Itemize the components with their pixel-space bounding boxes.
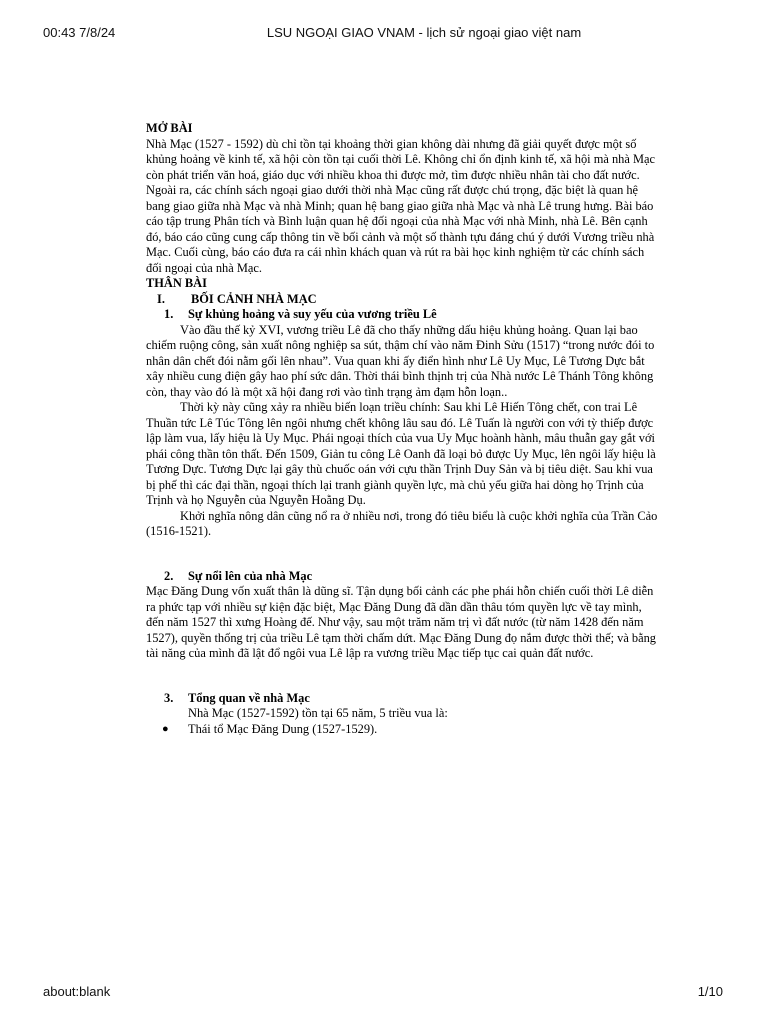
subsection-1-number: 1. — [164, 307, 174, 321]
subsection-1-heading — [146, 307, 658, 323]
subsection-3-intro: Nhà Mạc (1527-1592) tồn tại 65 năm, 5 triều vua là: — [188, 706, 448, 720]
section-1-heading — [146, 292, 658, 308]
print-footer — [0, 984, 768, 1002]
subsection-3-title: Tổng quan về nhà Mạc — [188, 690, 310, 705]
subsection-1-paragraph: Vào đầu thế kỷ XVI, vương triều Lê đã cho thấy những dấu hiệu khủng hoảng. Quan lại bao chiếm ruộng công, sản xuất nông nghiệp sa sút, thậm chí vào năm Đinh Sửu (1517) “trong nước đói to nhân dân chết đói nằm gối lên nhau”. Vua quan khi ấy điển hình như Lê Uy Mục, Lê Tương Dực bắt xây nhiều cung điện gây hao phí sức dân. Thời thái bình thịnh trị của Nhà nước Lê Thánh Tông không còn, thay vào đó là một xã hội đang rơi vào tình trạng ảm đạm hỗn loạn.. — [146, 322, 655, 399]
document-body — [146, 121, 658, 737]
page-number: 1/10 — [697, 984, 723, 999]
print-header — [0, 25, 768, 43]
heading-mo-bai: MỞ BÀI — [146, 121, 193, 135]
subsection-1-paragraph: Thời kỳ này cũng xảy ra nhiều biến loạn triều chính: Sau khi Lê Hiến Tông chết, con trai Lê Thuần tức Lê Túc Tông lên ngôi nhưng chết không lâu sau đó. Lê Tuấn là người con với tỳ thiếp được lập làm vua, lấy hiệu là Uy Mục. Phái ngoại thích của vua Uy Mục hoành hành, mâu thuẫn gay gắt với phái công thần tôn thất. Đến 1509, Giản tu công Lê Oanh đã loại bỏ được Uy Mục, lên ngôi lấy hiệu là Tương Dực. Tương Dực lại gây thù chuốc oán với cựu thần Trịnh Duy Sản và bị tiêu diệt. Sau khi vua bị phế thì các đại thần, ngoại thích lại tranh giành quyền lực, mà chủ yếu giữa hai dòng họ Trịnh của Trịnh và họ Nguyễn của Nguyễn Hoằng Dụ. — [146, 400, 656, 507]
subsection-3-number: 3. — [164, 690, 174, 705]
section-1-number: I. — [157, 291, 165, 306]
subsection-3-heading — [146, 691, 658, 707]
mo-bai-paragraph: Nhà Mạc (1527 - 1592) dù chỉ tồn tại khoảng thời gian không dài nhưng đã giải quyết được một số khủng hoảng về kinh tế, xã hội còn tồn tại cuối thời Lê. Không chỉ ổn định kinh tế, xã hội mà nhà Mạc còn phát triển văn hoá, giáo dục với nhiều khoa thi được mở, tìm được nhiều nhân tài cho đất nước. Ngoài ra, các chính sách ngoại giao dưới thời nhà Mạc cũng rất được chú trọng, đặc biệt là quan hệ bang giao giữa nhà Mạc và nhà Minh; quan hệ bang giao giữa nhà Mạc và nhà Lê trung hưng. Bài báo cáo tập trung Phân tích và Bình luận quan hệ đối ngoại của nhà Mạc với nhà Minh, nhà Lê. Bên cạnh đó, báo cáo cũng cung cấp thông tin về bối cảnh và một số thành tựu đáng chú ý dưới Vương triều nhà Mạc. Cuối cùng, báo cáo đưa ra cái nhìn khách quan và rút ra bài học kinh nghiệm từ các chính sách đối ngoại của nhà Mạc. — [146, 136, 655, 275]
document-title: LSU NGOẠI GIAO VNAM - lịch sử ngoại giao việt nam — [266, 25, 582, 40]
subsection-2-number: 2. — [164, 568, 174, 583]
subsection-2-paragraph: Mạc Đăng Dung vốn xuất thân là dũng sĩ. Tận dụng bối cảnh các phe phái hỗn chiến cuối thời Lê diễn ra phức tạp với nhiều sự kiện đặc biệt, Mạc Đăng Dung đã dần dần thâu tóm quyền lực về tay mình, đến năm 1527 thì xưng Hoàng đế. Như vậy, sau một trăm năm trị vì đất nước (từ năm 1428 đến năm 1527), quyền thống trị của triều Lê tạm thời chấm dứt. Mạc Đăng Dung đọ nắm được thời thế; và bằng tài năng của mình đã lật đổ ngôi vua Lê lập ra vương triều Mạc tiếp tục cai quản đất nước. — [146, 584, 657, 660]
page-url: about:blank — [43, 984, 111, 999]
print-datetime: 00:43 7/8/24 — [43, 25, 116, 40]
list-item-text: Thái tổ Mạc Đăng Dung (1527-1529). — [188, 721, 378, 736]
list-item — [146, 722, 658, 738]
section-1-title: BỐI CẢNH NHÀ MẠC — [191, 291, 317, 306]
subsection-1-paragraph: Khởi nghĩa nông dân cũng nổ ra ở nhiều nơi, trong đó tiêu biểu là cuộc khởi nghĩa của Trần Cảo (1516-1521). — [146, 508, 658, 538]
subsection-2-title: Sự nổi lên của nhà Mạc — [188, 568, 313, 583]
subsection-1-title: Sự khủng hoảng và suy yếu của vương triều Lê — [188, 307, 437, 321]
heading-than-bai: THÂN BÀI — [146, 276, 207, 290]
subsection-2-heading — [146, 569, 658, 585]
bullet-icon: ● — [162, 722, 169, 735]
